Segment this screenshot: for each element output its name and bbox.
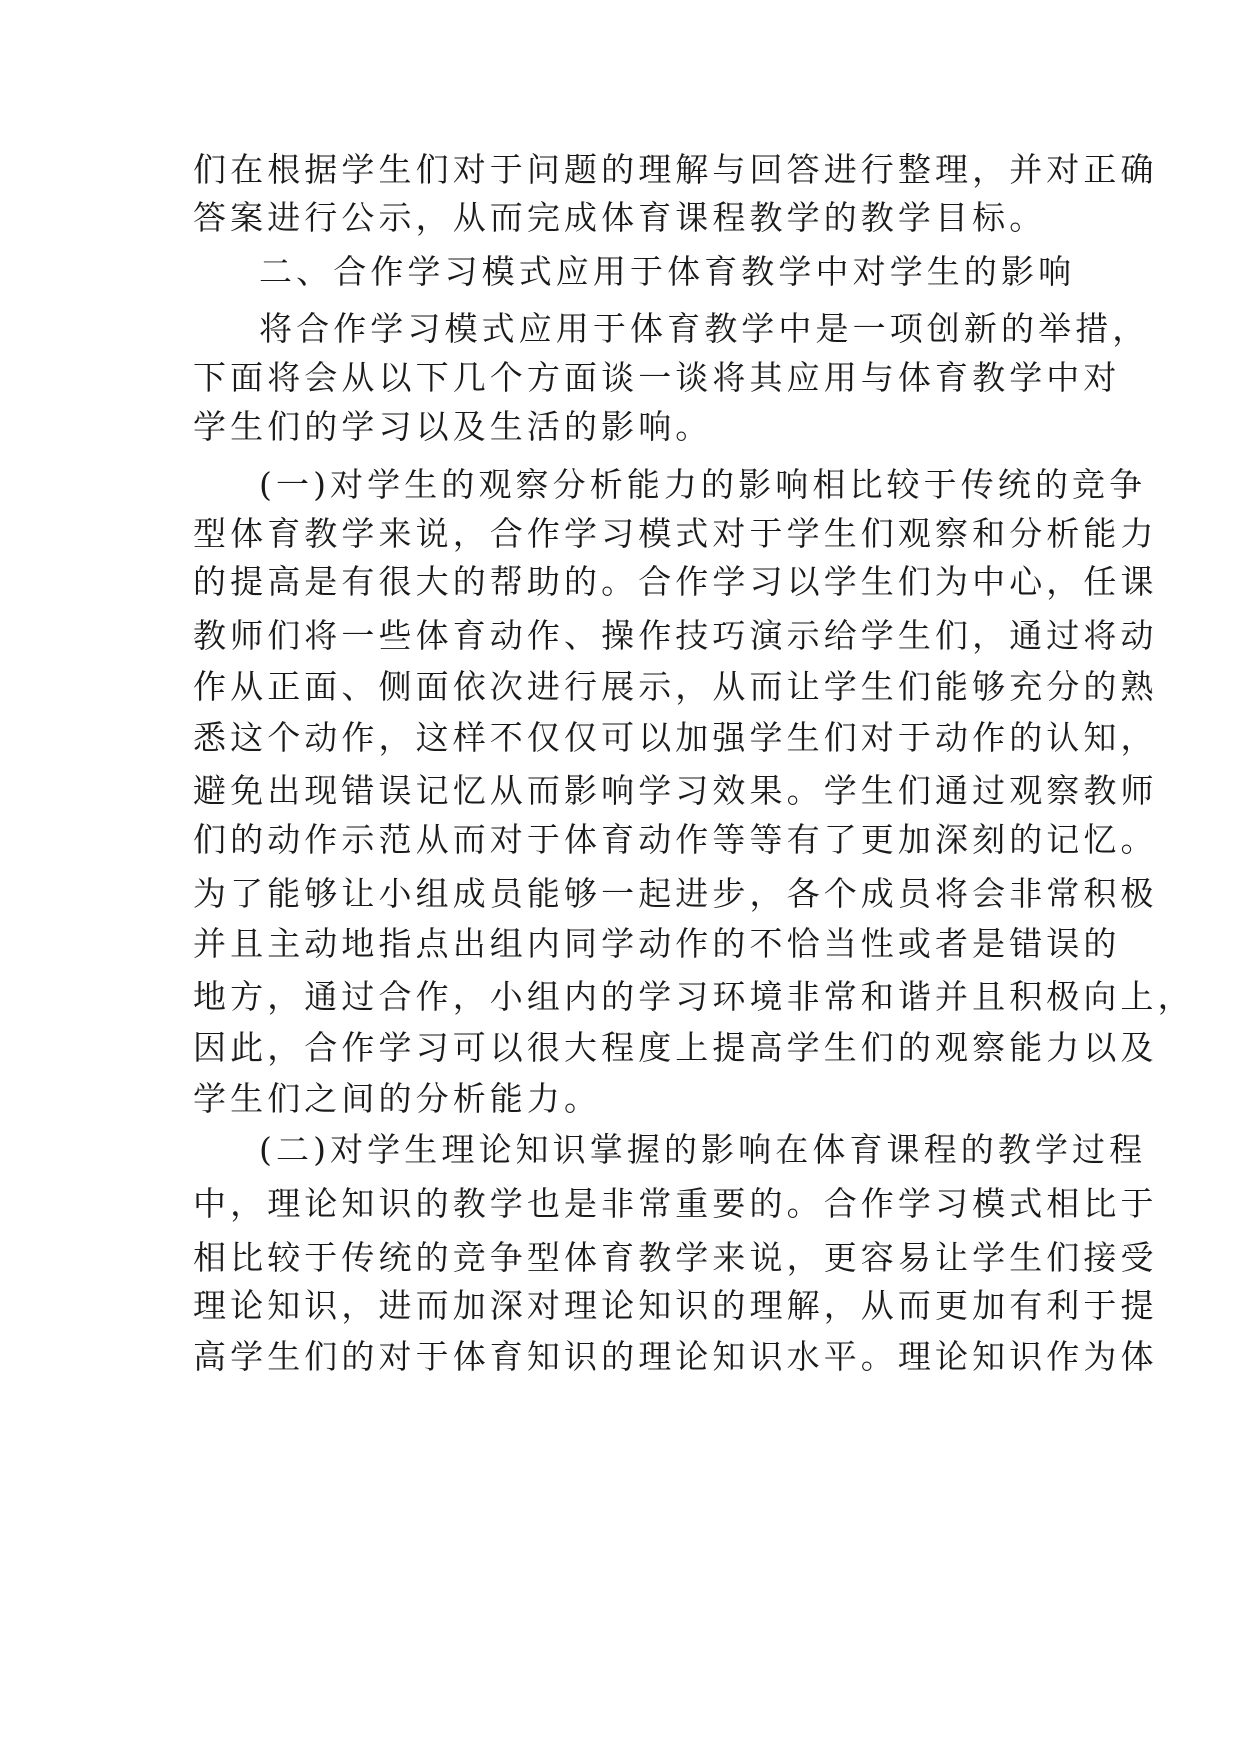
text-line: 的提高是有很大的帮助的。合作学习以学生们为中心，任课 (193, 562, 1158, 601)
subsection-heading: (二)对学生理论知识掌握的影响在体育课程的教学过程 (259, 1130, 1147, 1169)
text-line: 悉这个动作，这样不仅仅可以加强学生们对于动作的认知， (193, 718, 1158, 757)
subsection-heading: (一)对学生的观察分析能力的影响相比较于传统的竞争 (259, 465, 1147, 504)
text-line: 作从正面、侧面依次进行展示，从而让学生们能够充分的熟 (193, 667, 1158, 706)
text-line: 为了能够让小组成员能够一起进步，各个成员将会非常积极 (193, 874, 1158, 913)
text-line: 学生们之间的分析能力。 (193, 1079, 602, 1118)
text-line: 避免出现错误记忆从而影响学习效果。学生们通过观察教师 (193, 771, 1158, 810)
text-line: 地方，通过合作，小组内的学习环境非常和谐并且积极向上， (193, 977, 1195, 1016)
text-line: 答案进行公示，从而完成体育课程教学的教学目标。 (193, 198, 1047, 237)
text-line: 教师们将一些体育动作、操作技巧演示给学生们，通过将动 (193, 616, 1158, 655)
text-line: 们在根据学生们对于问题的理解与回答进行整理，并对正确 (193, 150, 1158, 189)
text-line: 学生们的学习以及生活的影响。 (193, 407, 713, 446)
text-line: 将合作学习模式应用于体育教学中是一项创新的举措， (259, 309, 1150, 348)
text-line: 下面将会从以下几个方面谈一谈将其应用与体育教学中对 (193, 358, 1121, 397)
text-line: 因此，合作学习可以很大程度上提高学生们的观察能力以及 (193, 1028, 1158, 1067)
text-line: 并且主动地指点出组内同学动作的不恰当性或者是错误的 (193, 924, 1121, 963)
text-line: 们的动作示范从而对于体育动作等等有了更加深刻的记忆。 (193, 820, 1158, 859)
text-line: 高学生们的对于体育知识的理论知识水平。理论知识作为体 (193, 1337, 1158, 1376)
text-line: 中，理论知识的教学也是非常重要的。合作学习模式相比于 (193, 1184, 1158, 1223)
text-line: 型体育教学来说，合作学习模式对于学生们观察和分析能力 (193, 514, 1158, 553)
text-line: 理论知识，进而加深对理论知识的理解，从而更加有利于提 (193, 1286, 1158, 1325)
text-line: 相比较于传统的竞争型体育教学来说，更容易让学生们接受 (193, 1238, 1158, 1277)
section-heading: 二、合作学习模式应用于体育教学中对学生的影响 (259, 252, 1076, 291)
